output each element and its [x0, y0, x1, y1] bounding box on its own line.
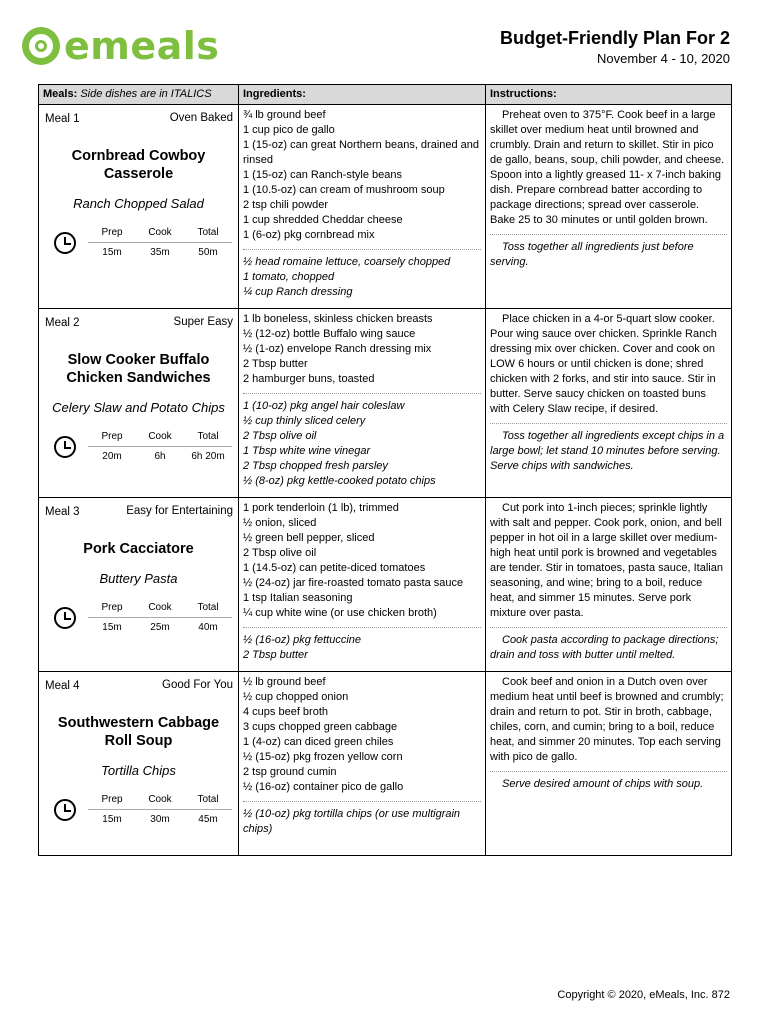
side-ingredients [243, 807, 481, 837]
divider [490, 771, 727, 772]
ingredient-item: ½ (1-oz) envelope Ranch dressing mix [243, 343, 432, 355]
side-ingredient-item: ¼ cup Ranch dressing [243, 286, 353, 298]
cook-label: Cook [148, 227, 172, 238]
meals-column-header [39, 85, 239, 105]
meal-number: Meal 3 [45, 506, 80, 518]
ingredient-item: ½ (16-oz) container pico de gallo [243, 781, 404, 793]
main-instructions: Place chicken in a 4-or 5-quart slow cooker. Pour wing sauce over chicken. Sprinkle Ranch dressing mix over chicken. Cover and cook on LOW 6 hours or until chicken is done; shred chicken with 2 forks, and stir into sauce. Stir in butter. Serve saucy chicken on toasted buns with Celery Slaw recipe, if desired. [490, 313, 717, 415]
meals-note: Side dishes are in ITALICS [80, 88, 212, 100]
divider [490, 627, 727, 628]
meal-cell [39, 672, 239, 856]
total-label: Total [197, 602, 219, 613]
ingredient-item: 2 tsp ground cumin [243, 766, 337, 778]
side-instructions: Serve desired amount of chips with soup. [502, 778, 704, 790]
copyright-footer: Copyright © 2020, eMeals, Inc. 872 [557, 989, 730, 1001]
side-ingredients [243, 255, 481, 300]
instructions-column-header: Instructions: [486, 85, 732, 105]
ingredient-item: 1 (4-oz) can diced green chiles [243, 736, 394, 748]
meal-tag: Good For You [162, 679, 233, 691]
prep-time: 20m [88, 446, 136, 464]
meal-tag: Oven Baked [169, 112, 233, 124]
side-ingredients [243, 399, 481, 489]
ingredient-item: ½ green bell pepper, sliced [243, 532, 375, 544]
cook-time: 35m [136, 242, 184, 260]
ingredient-item: 2 tsp chili powder [243, 199, 328, 211]
ingredients-cell [239, 309, 486, 498]
total-label: Total [197, 431, 219, 442]
ingredient-item: ¾ lb ground beef [243, 109, 326, 121]
side-dish-name: Tortilla Chips [101, 763, 176, 778]
prep-label: Prep [101, 227, 123, 238]
side-ingredient-item: 1 Tbsp white wine vinegar [243, 445, 371, 457]
ingredient-item: 2 Tbsp olive oil [243, 547, 317, 559]
ingredient-item: 2 Tbsp butter [243, 358, 308, 370]
prep-time: 15m [88, 617, 136, 635]
side-ingredient-item: ½ (16-oz) pkg fettuccine [243, 634, 362, 646]
meal-cell [39, 309, 239, 498]
meal-name: Southwestern Cabbage Roll Soup [57, 715, 220, 749]
divider [243, 627, 481, 628]
side-ingredient-item: 2 Tbsp olive oil [243, 430, 317, 442]
meal-tag: Super Easy [173, 316, 233, 328]
clock-icon [54, 436, 76, 458]
side-ingredient-item: ½ (8-oz) pkg kettle-cooked potato chips [243, 475, 436, 487]
ingredient-item: 1 (6-oz) pkg cornbread mix [243, 229, 375, 241]
clock-icon [54, 232, 76, 254]
ingredient-item: ½ lb ground beef [243, 676, 326, 688]
meal-times [40, 600, 237, 635]
divider [490, 423, 727, 424]
meal-number: Meal 2 [45, 317, 80, 329]
side-dish-name: Ranch Chopped Salad [73, 196, 204, 211]
prep-label: Prep [101, 794, 123, 805]
cook-label: Cook [148, 431, 172, 442]
meal-number: Meal 1 [45, 113, 80, 125]
ingredient-item: ¼ cup white wine (or use chicken broth) [243, 607, 437, 619]
ingredient-item: 1 cup shredded Cheddar cheese [243, 214, 403, 226]
total-time: 6h 20m [184, 446, 232, 464]
divider [243, 249, 481, 250]
ingredient-item: ½ (15-oz) pkg frozen yellow corn [243, 751, 403, 763]
ingredients-cell [239, 498, 486, 672]
meal-name: Pork Cacciatore [83, 541, 194, 557]
total-time: 40m [184, 617, 232, 635]
ingredient-item: 1 (15-oz) can Ranch-style beans [243, 169, 402, 181]
side-instructions: Toss together all ingredients except chips in a large bowl; let stand 10 minutes before serving. Serve chips with sandwiches. [490, 430, 725, 472]
meal-number: Meal 4 [45, 680, 80, 692]
side-instructions: Cook pasta according to package directions; drain and toss with butter until melted. [490, 634, 719, 661]
cook-time: 30m [136, 809, 184, 827]
cook-time: 6h [136, 446, 184, 464]
side-dish-name: Celery Slaw and Potato Chips [52, 400, 225, 415]
ingredient-item: 1 pork tenderloin (1 lb), trimmed [243, 502, 399, 514]
side-ingredient-item: ½ (10-oz) pkg tortilla chips (or use multigrain chips) [243, 808, 461, 835]
meal-row [39, 309, 732, 498]
cook-time: 25m [136, 617, 184, 635]
ingredient-item: 1 lb boneless, skinless chicken breasts [243, 313, 433, 325]
meal-name: Cornbread Cowboy Casserole [71, 148, 206, 182]
emeals-logo [22, 24, 219, 68]
emeals-logo-icon [22, 27, 60, 65]
cook-label: Cook [148, 602, 172, 613]
ingredient-item: ½ (24-oz) jar fire-roasted tomato pasta sauce [243, 577, 464, 589]
side-ingredient-item: 2 Tbsp butter [243, 649, 308, 661]
total-label: Total [197, 227, 219, 238]
plan-dates: November 4 - 10, 2020 [597, 51, 730, 66]
side-instructions: Toss together all ingredients just before serving. [490, 241, 694, 268]
side-ingredients [243, 633, 481, 663]
ingredient-item: 4 cups beef broth [243, 706, 329, 718]
divider [243, 801, 481, 802]
main-instructions: Cut pork into 1-inch pieces; sprinkle lightly with salt and pepper. Cook pork, onion, and bell pepper in hot oil in a large skillet over medium-high heat until pork is browned and vegetables are tender. Stir in tomatoes, pasta sauce, Italian seasoning, and wine; bring to a boil, reduce heat, and simmer 15 minutes. Serve pork mixture over pasta. [490, 502, 723, 619]
total-time: 45m [184, 809, 232, 827]
meal-row [39, 672, 732, 856]
meal-cell [39, 498, 239, 672]
instructions-cell [486, 498, 732, 672]
ingredient-item: 1 (14.5-oz) can petite-diced tomatoes [243, 562, 426, 574]
main-instructions: Cook beef and onion in a Dutch oven over medium heat until beef is browned and crumbly; drain and return to pot. Stir in broth, cabbage, chiles, corn, and cumin; bring to a boil, reduce heat, and simmer 20 minutes. Top each serving with pico de gallo. [490, 676, 724, 763]
total-label: Total [197, 794, 219, 805]
divider [490, 234, 727, 235]
side-ingredient-item: ½ cup thinly sliced celery [243, 415, 366, 427]
prep-time: 15m [88, 809, 136, 827]
side-ingredient-item: ½ head romaine lettuce, coarsely chopped [243, 256, 451, 268]
side-dish-name: Buttery Pasta [99, 571, 178, 586]
instructions-cell [486, 672, 732, 856]
table-header-row [39, 85, 732, 105]
side-ingredient-item: 2 Tbsp chopped fresh parsley [243, 460, 388, 472]
meal-name: Slow Cooker Buffalo Chicken Sandwiches [66, 352, 211, 386]
ingredient-item: ½ (12-oz) bottle Buffalo wing sauce [243, 328, 416, 340]
prep-label: Prep [101, 431, 123, 442]
meal-times [40, 792, 237, 827]
prep-label: Prep [101, 602, 123, 613]
ingredient-item: 1 (15-oz) can great Northern beans, drained and rinsed [243, 139, 480, 166]
meal-row [39, 498, 732, 672]
meal-times [40, 429, 237, 464]
side-ingredient-item: 1 (10-oz) pkg angel hair coleslaw [243, 400, 405, 412]
ingredient-item: 3 cups chopped green cabbage [243, 721, 398, 733]
ingredient-item: 1 tsp Italian seasoning [243, 592, 353, 604]
ingredient-item: 1 (10.5-oz) can cream of mushroom soup [243, 184, 445, 196]
meal-row [39, 105, 732, 309]
instructions-cell [486, 105, 732, 309]
meal-times [40, 225, 237, 260]
ingredients-column-header: Ingredients: [239, 85, 486, 105]
clock-icon [54, 799, 76, 821]
ingredient-item: ½ cup chopped onion [243, 691, 349, 703]
ingredient-item: 1 cup pico de gallo [243, 124, 335, 136]
meals-label: Meals: [43, 88, 78, 100]
prep-time: 15m [88, 242, 136, 260]
ingredients-cell [239, 672, 486, 856]
plan-title: Budget-Friendly Plan For 2 [499, 28, 730, 48]
divider [243, 393, 481, 394]
logo-text: emeals [64, 24, 220, 68]
ingredient-item: 2 hamburger buns, toasted [243, 373, 375, 385]
meal-tag: Easy for Entertaining [126, 505, 233, 517]
instructions-cell [486, 309, 732, 498]
ingredients-cell [239, 105, 486, 309]
total-time: 50m [184, 242, 232, 260]
side-ingredient-item: 1 tomato, chopped [243, 271, 335, 283]
clock-icon [54, 607, 76, 629]
main-instructions: Preheat oven to 375°F. Cook beef in a large skillet over medium heat until browned and crumbly. Drain and return to skillet. Stir in pico de gallo, beans, soup, chili powder, and cheese. Spoon into a lightly greased 11- x 7-inch baking dish. Prepare cornbread batter according to package directions; spread over casserole. Bake 25 to 30 minutes or until golden brown. [490, 109, 725, 226]
cook-label: Cook [148, 794, 172, 805]
meal-plan-table [38, 84, 732, 856]
ingredient-item: ½ onion, sliced [243, 517, 317, 529]
meal-cell [39, 105, 239, 309]
